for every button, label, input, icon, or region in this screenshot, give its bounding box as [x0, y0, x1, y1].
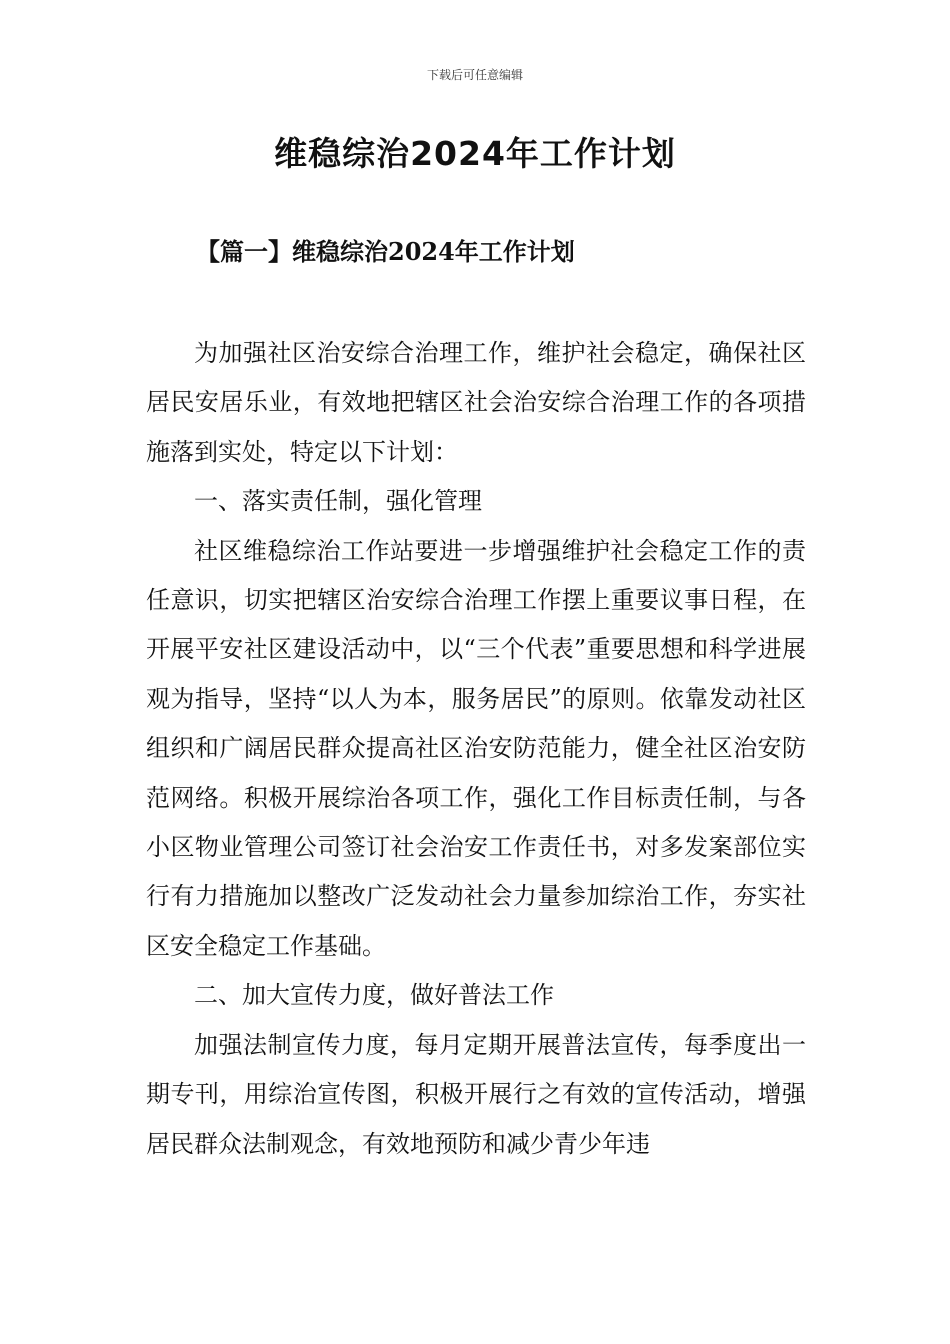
document-body	[146, 329, 806, 1169]
header-note: 下载后可任意编辑	[426, 68, 523, 82]
paragraph-publicity: 加强法制宣传力度，每月定期开展普法宣传，每季度出一期专刊，用综治宣传图，积极开展行之有效的宣传活动，增强居民群众法制观念，有效地预防和减少青少年违	[146, 1030, 806, 1158]
paragraph-intro: 为加强社区治安综合治理工作，维护社会稳定，确保社区居民安居乐业，有效地把辖区社会治安综合治理工作的各项措施落到实处，特定以下计划：	[146, 339, 806, 466]
paragraph-responsibility: 社区维稳综治工作站要进一步增强维护社会稳定工作的责任意识，切实把辖区治安综合治理工作摆上重要议事日程，在开展平安社区建设活动中，以“三个代表”重要思想和科学进展观为指导，坚持“以人为本，服务居民”的原则。依靠发动社区组织和广阔居民群众提高社区治安防范能力，健全社区治安防范网络。积极开展综治各项工作，强化工作目标责任制，与各小区物业管理公司签订社会治安工作责任书，对多发案部位实行有力措施加以整改广泛发动社会力量参加综治工作，夯实社区安全稳定工作基础。	[146, 536, 806, 960]
document-title: 维稳综治2024年工作计划	[274, 134, 676, 173]
section-heading: 【篇一】维稳综治2024年工作计划	[196, 237, 575, 266]
subheading-publicity: 二、加大宣传力度，做好普法工作	[194, 981, 554, 1010]
subheading-responsibility: 一、落实责任制，强化管理	[194, 487, 482, 516]
